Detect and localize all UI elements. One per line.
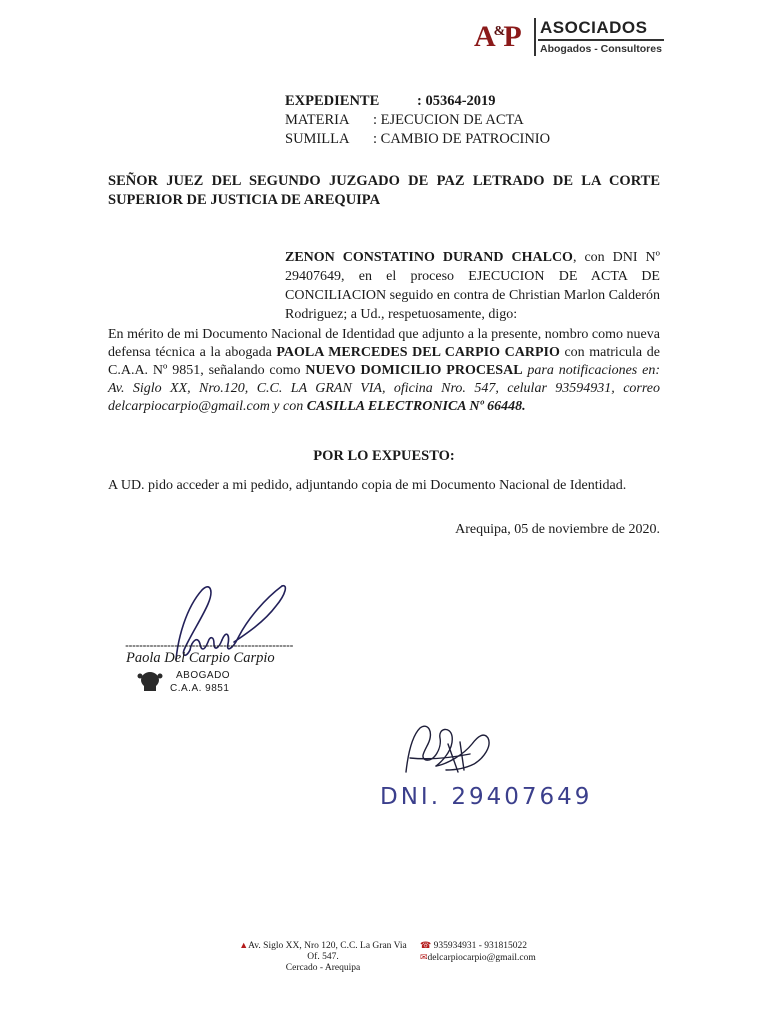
footer-address-text-1: Av. Siglo XX, Nro 120, C.C. La Gran Via bbox=[248, 941, 407, 951]
sumilla-value: : CAMBIO DE PATROCINIO bbox=[373, 131, 551, 147]
addressee: SEÑOR JUEZ DEL SEGUNDO JUZGADO DE PAZ LETRADO DE LA CORTE SUPERIOR DE JUSTICIA DE AREQUIPA bbox=[108, 173, 660, 208]
footer-email-line bbox=[420, 952, 560, 964]
lawyer-name: PAOLA MERCEDES DEL CARPIO CARPIO bbox=[276, 345, 560, 360]
expediente-value: : 05364-2019 bbox=[417, 93, 496, 109]
client-signature-icon bbox=[380, 714, 620, 794]
lawyer-signature-block bbox=[106, 578, 306, 708]
body-paragraph bbox=[108, 326, 660, 416]
logo-monogram-p: P bbox=[503, 20, 520, 53]
logo-underline bbox=[538, 39, 664, 41]
logo-divider bbox=[534, 18, 536, 56]
heading-expuesto: POR LO EXPUESTO: bbox=[313, 448, 455, 464]
firm-logo bbox=[472, 16, 668, 64]
materia-label: MATERIA bbox=[285, 112, 350, 128]
client-dni-handwritten: DNI. 29407649 bbox=[380, 784, 593, 810]
body-text-2: con matricula de C.A.A. Nº 9851, señalando como bbox=[108, 345, 660, 378]
lawyer-signature-registration: C.A.A. 9851 bbox=[170, 683, 230, 694]
logo-monogram-amp: & bbox=[493, 24, 504, 39]
footer-address-line-2: Of. 547. bbox=[307, 952, 339, 962]
domicilio-procesal: NUEVO DOMICILIO PROCESAL bbox=[305, 363, 523, 378]
footer-phones-line bbox=[420, 940, 560, 952]
lawyer-signature-title: ABOGADO bbox=[176, 670, 231, 681]
body-text-3: para notificaciones en: Av. Siglo XX, Nro.120, C.C. LA GRAN VIA, oficina Nro. 547, celular 93594931, correo delcarpiocarpio@gmail.com y con bbox=[108, 363, 660, 414]
date-line: Arequipa, 05 de noviembre de 2020. bbox=[455, 522, 660, 537]
footer bbox=[228, 940, 548, 990]
logo-monogram-a: A bbox=[474, 20, 494, 53]
intro-paragraph bbox=[285, 248, 660, 324]
footer-address bbox=[228, 940, 418, 974]
intro-text: , con DNI Nº 29407649, en el proceso EJECUCION DE ACTA DE CONCILIACION seguido en contra de Christian Marlon Calderón Rodriguez; a Ud., respetuosamente, digo: bbox=[285, 250, 660, 322]
logo-monogram bbox=[474, 20, 520, 54]
petitioner-name: ZENON CONSTATINO DURAND CHALCO bbox=[285, 250, 573, 265]
casilla-electronica: CASILLA ELECTRONICA Nº 66448. bbox=[306, 399, 526, 414]
logo-name: ASOCIADOS bbox=[540, 18, 648, 37]
mail-icon: ✉ bbox=[420, 952, 428, 962]
sumilla-label: SUMILLA bbox=[285, 131, 350, 147]
footer-address-line-3: Cercado - Arequipa bbox=[285, 963, 361, 973]
home-icon: ▲ bbox=[239, 940, 249, 950]
phone-icon: ☎ bbox=[420, 940, 432, 950]
logo-subtitle: Abogados - Consultores bbox=[540, 43, 662, 55]
footer-contact bbox=[420, 940, 560, 964]
request-paragraph: A UD. pido acceder a mi pedido, adjuntando copia de mi Documento Nacional de Identidad. bbox=[108, 478, 627, 493]
footer-phones: 935934931 - 931815022 bbox=[433, 941, 528, 951]
lawyer-signature-name: Paola Del Carpio Carpio bbox=[126, 650, 275, 666]
footer-email: delcarpiocarpio@gmail.com bbox=[427, 953, 536, 963]
expediente-label: EXPEDIENTE bbox=[285, 93, 380, 109]
materia-value: : EJECUCION DE ACTA bbox=[373, 112, 524, 128]
body-text-1: En mérito de mi Documento Nacional de Identidad que adjunto a la presente, nombro como nueva defensa técnica a la abogada bbox=[108, 327, 660, 360]
client-signature-block bbox=[380, 714, 620, 824]
footer-address-line-1 bbox=[228, 940, 418, 952]
